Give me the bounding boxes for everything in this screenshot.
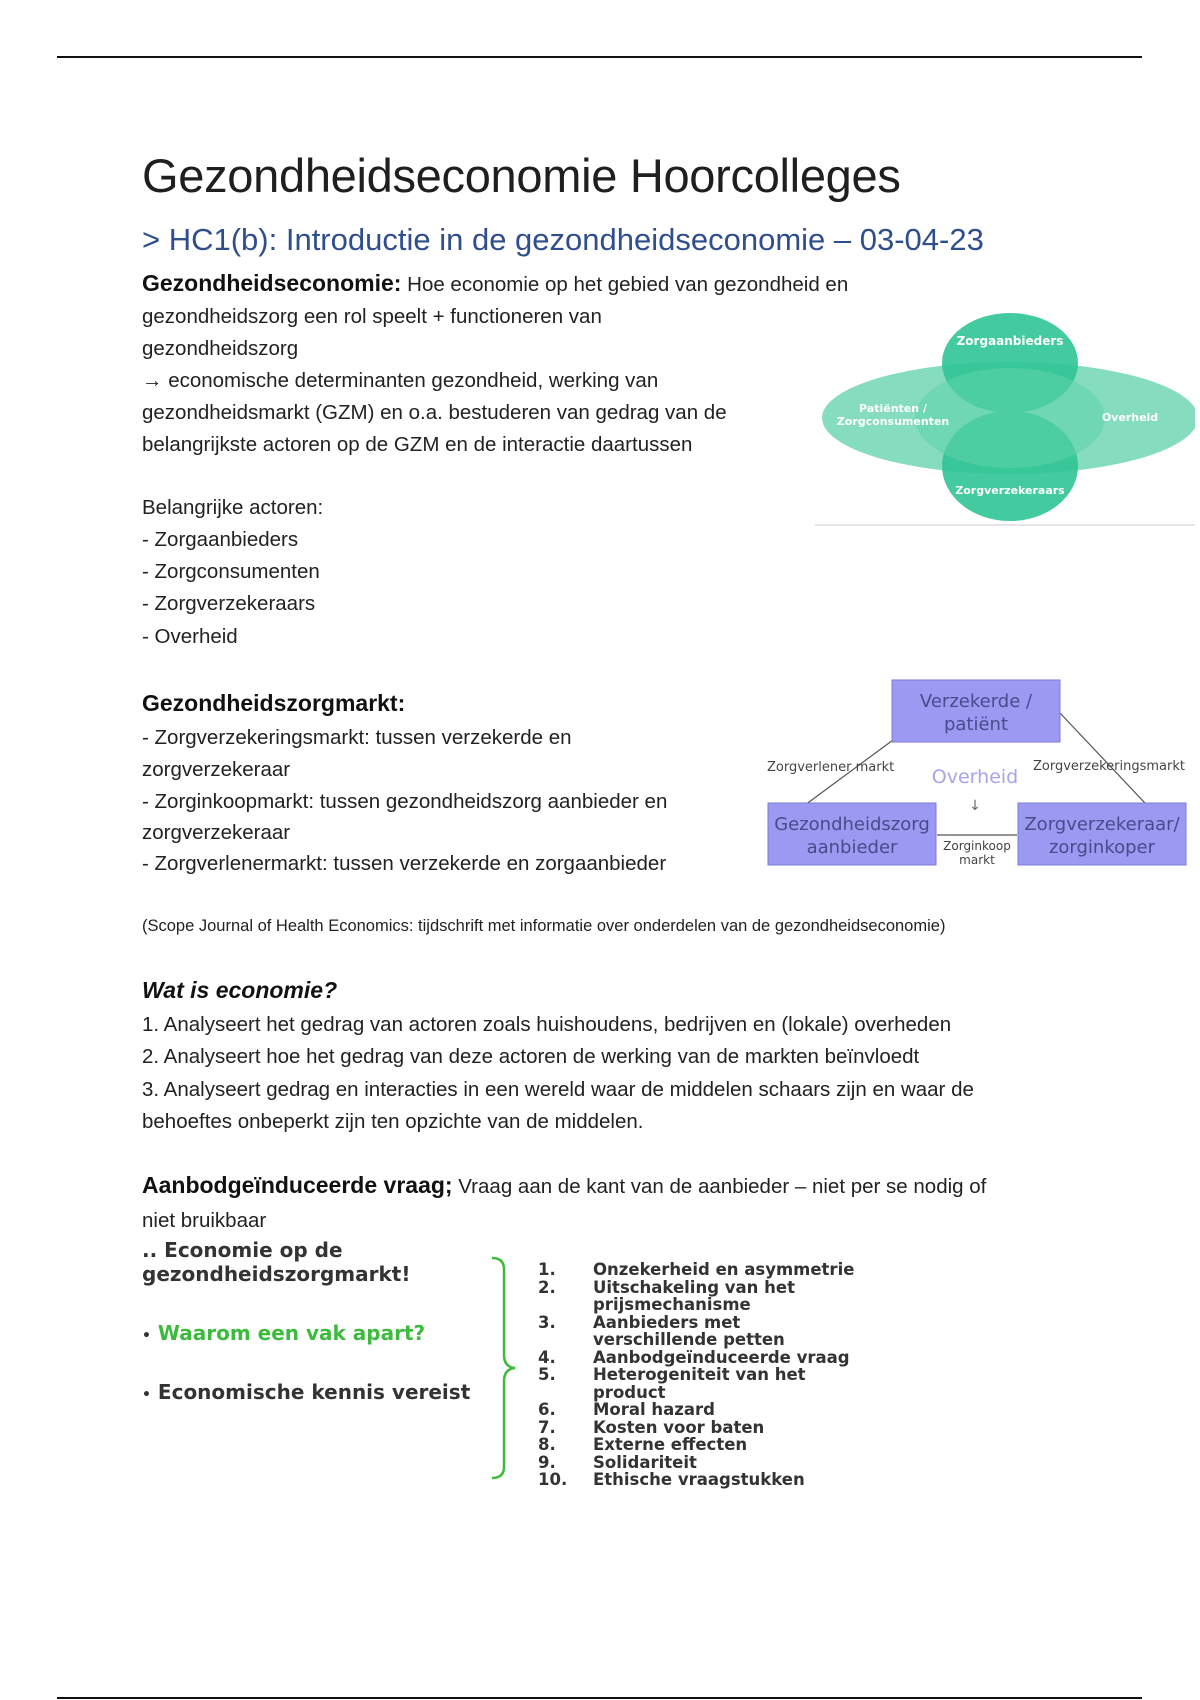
insurer-label-2: zorginkoper bbox=[1048, 837, 1156, 858]
reasons-list bbox=[538, 1261, 863, 1489]
slide-title bbox=[142, 1238, 410, 1286]
market-line: - Zorgverzekeringsmarkt: tussen verzekerde en bbox=[142, 726, 572, 749]
list-item: 4. Aanbodgeïnduceerde vraag bbox=[538, 1347, 850, 1367]
slide-why: Waarom een vak apart? bbox=[157, 1321, 426, 1345]
insurance-market-label: Zorgverzekeringsmarkt bbox=[1033, 759, 1185, 774]
lecture-heading: > HC1(b): Introductie in de gezondheidseconomie – 03-04-23 bbox=[142, 222, 984, 257]
list-item: 8. Externe effecten bbox=[538, 1435, 748, 1454]
insured-patient-label-2: patiënt bbox=[943, 714, 1009, 735]
list-item: 10. Ethische vraagstukken bbox=[538, 1470, 805, 1489]
actor-item: - Zorgverzekeraars bbox=[142, 592, 316, 615]
care-provider-label-1: Gezondheidszorg bbox=[774, 814, 930, 835]
insurer-label-1: Zorgverzekeraar/ bbox=[1024, 814, 1180, 835]
economy-line: 1. Analyseert het gedrag van actoren zoals huishoudens, bedrijven en (lokale) overheden bbox=[142, 1013, 952, 1036]
government-label: Overheid bbox=[931, 766, 1019, 788]
intro-term: Gezondheidseconomie: bbox=[142, 270, 402, 296]
induced-demand-paragraph bbox=[142, 1172, 986, 1199]
venn-label-top: Zorgaanbieders bbox=[956, 334, 1064, 348]
actor-item: - Zorgaanbieders bbox=[142, 528, 299, 551]
market-triangle-diagram bbox=[765, 675, 1195, 875]
document-title: Gezondheidseconomie Hoorcolleges bbox=[142, 149, 901, 202]
actors-venn-diagram bbox=[815, 303, 1195, 528]
induced-demand-line-2: niet bruikbaar bbox=[142, 1209, 267, 1232]
market-heading: Gezondheidszorgmarkt: bbox=[142, 690, 406, 716]
slide-why-line bbox=[142, 1321, 425, 1345]
intro-line-3: gezondheidszorg bbox=[142, 337, 299, 360]
intro-line-5: gezondheidsmarkt (GZM) en o.a. bestuderen van gedrag van de bbox=[142, 401, 727, 424]
induced-demand-term: Aanbodgeïnduceerde vraag; bbox=[142, 1172, 453, 1198]
insured-patient-label-1: Verzekerde / bbox=[919, 691, 1033, 712]
slide-title-line-1: .. Economie op de bbox=[142, 1238, 343, 1262]
bullet: • bbox=[142, 1328, 151, 1344]
list-item: 1. Onzekerheid en asymmetrie bbox=[538, 1260, 855, 1279]
list-item: 6. Moral hazard bbox=[538, 1400, 715, 1419]
curly-bracket-icon bbox=[488, 1255, 518, 1481]
slide-knowledge-line bbox=[142, 1380, 470, 1404]
list-item: 7. Kosten voor baten bbox=[538, 1417, 765, 1437]
market-line: zorgverzekeraar bbox=[142, 821, 291, 844]
actors-heading: Belangrijke actoren: bbox=[142, 496, 324, 519]
actor-item: - Zorgconsumenten bbox=[142, 560, 320, 583]
economy-line: 3. Analyseert gedrag en interacties in een wereld waar de middelen schaars zijn en waar de bbox=[142, 1078, 974, 1101]
care-provider-label-2: aanbieder bbox=[806, 837, 898, 858]
market-line: - Zorginkoopmarkt: tussen gezondheidszorg aanbieder en bbox=[142, 790, 668, 813]
list-item: 2. Uitschakeling van het prijsmechanisme bbox=[538, 1277, 795, 1314]
intro-line-4: → economische determinanten gezondheid, werking van bbox=[142, 369, 659, 392]
list-item: 3. Aanbieders met verschillende petten bbox=[538, 1312, 785, 1349]
intro-line-2: gezondheidszorg een rol speelt + functioneren van bbox=[142, 305, 602, 328]
scope-journal-note: (Scope Journal of Health Economics: tijdschrift met informatie over onderdelen van de gezondheidseconomie) bbox=[142, 917, 946, 935]
economy-heading: Wat is economie? bbox=[142, 977, 338, 1003]
intro-line-1: Hoe economie op het gebied van gezondheid en bbox=[401, 273, 849, 296]
bottom-rule bbox=[57, 1697, 1142, 1699]
purchase-market-label-1: Zorginkoop bbox=[943, 839, 1011, 853]
purchase-market-label-2: markt bbox=[959, 853, 995, 867]
venn-label-bottom: Zorgverzekeraars bbox=[955, 484, 1065, 497]
induced-demand-line-1: Vraag aan de kant van de aanbieder – niet per se nodig of bbox=[452, 1175, 987, 1198]
bullet: • bbox=[142, 1387, 151, 1403]
slide-title-line-2: gezondheidszorgmarkt! bbox=[142, 1262, 411, 1286]
venn-label-right: Overheid bbox=[1101, 411, 1159, 424]
venn-label-left-1: Patiënten / bbox=[859, 402, 927, 415]
intro-paragraph bbox=[142, 267, 922, 461]
market-line: - Zorgverlenermarkt: tussen verzekerde en zorgaanbieder bbox=[142, 852, 667, 875]
actor-item: - Overheid bbox=[142, 625, 238, 648]
list-item: 9. Solidariteit bbox=[538, 1452, 697, 1472]
list-item: 5. Heterogeniteit van het product bbox=[538, 1365, 806, 1402]
venn-label-left-2: Zorgconsumenten bbox=[836, 415, 950, 428]
economy-line: 2. Analyseert hoe het gedrag van deze actoren de werking van de markten beïnvloedt bbox=[142, 1045, 920, 1068]
care-provider-market-label: Zorgverlener markt bbox=[767, 760, 895, 775]
market-line: zorgverzekeraar bbox=[142, 758, 291, 781]
top-rule bbox=[57, 56, 1142, 58]
government-arrow: ↓ bbox=[969, 798, 981, 814]
intro-line-6: belangrijkste actoren op de GZM en de interactie daartussen bbox=[142, 433, 693, 456]
slide-knowledge: Economische kennis vereist bbox=[157, 1380, 471, 1404]
economy-line: behoeftes onbeperkt zijn ten opzichte van de middelen. bbox=[142, 1110, 644, 1133]
